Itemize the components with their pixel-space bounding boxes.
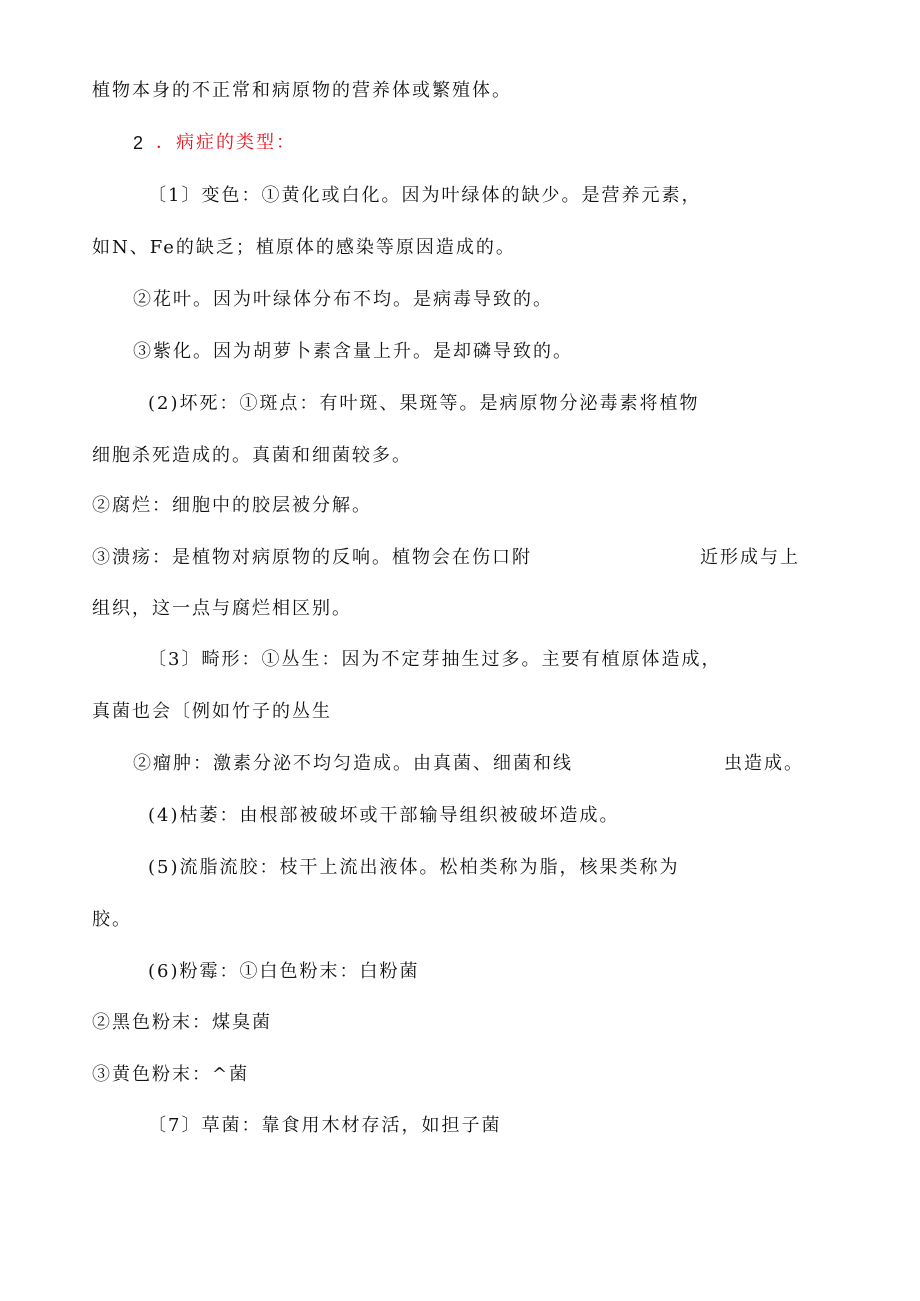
paragraph-line: ③溃疡：是植物对病原物的反响。植物会在伤口附 bbox=[92, 547, 532, 568]
paragraph-line: 细胞杀死造成的。真菌和细菌较多。 bbox=[92, 445, 412, 466]
paragraph-line: (4)枯萎：由根部被破坏或干部输导组织被破坏造成。 bbox=[148, 805, 620, 826]
paragraph-line: 植物本身的不正常和病原物的营养体或繁殖体。 bbox=[92, 80, 512, 101]
paragraph-line: 〔1〕变色：①黄化或白化。因为叶绿体的缺少。是营养元素， bbox=[148, 185, 702, 206]
paragraph-line: (6)粉霉：①白色粉末：白粉菌 bbox=[148, 961, 420, 982]
paragraph-line: 组织，这一点与腐烂相区别。 bbox=[92, 598, 352, 619]
paragraph-line: (5)流脂流胶：枝干上流出液体。松柏类称为脂，核果类称为 bbox=[148, 857, 680, 878]
section-heading: ．病症的类型： bbox=[156, 132, 296, 153]
paragraph-line: 如N、Fe的缺乏；植原体的感染等原因造成的。 bbox=[92, 237, 516, 258]
paragraph-line: 近形成与上 bbox=[700, 547, 800, 568]
paragraph-line: ③紫化。因为胡萝卜素含量上升。是却磷导致的。 bbox=[133, 341, 573, 362]
paragraph-line: ②腐烂：细胞中的胶层被分解。 bbox=[92, 495, 372, 516]
section-number: 2 bbox=[133, 133, 145, 153]
paragraph-line: ②花叶。因为叶绿体分布不均。是病毒导致的。 bbox=[133, 289, 553, 310]
paragraph-line: ③黄色粉末：^菌 bbox=[92, 1064, 250, 1085]
paragraph-line: ②瘤肿：激素分泌不均匀造成。由真菌、细菌和线 bbox=[133, 753, 573, 774]
paragraph-line: (2)坏死：①斑点：有叶斑、果斑等。是病原物分泌毒素将植物 bbox=[148, 393, 700, 414]
paragraph-line: 真菌也会〔例如竹子的丛生 bbox=[92, 701, 332, 722]
paragraph-line: 〔3〕畸形：①丛生：因为不定芽抽生过多。主要有植原体造成， bbox=[148, 649, 722, 670]
paragraph-line: 虫造成。 bbox=[724, 753, 804, 774]
paragraph-line: 〔7〕草菌：靠食用木材存活，如担子菌 bbox=[148, 1115, 502, 1136]
paragraph-line: 胶。 bbox=[92, 909, 132, 930]
paragraph-line: ②黑色粉末：煤臭菌 bbox=[92, 1012, 272, 1033]
